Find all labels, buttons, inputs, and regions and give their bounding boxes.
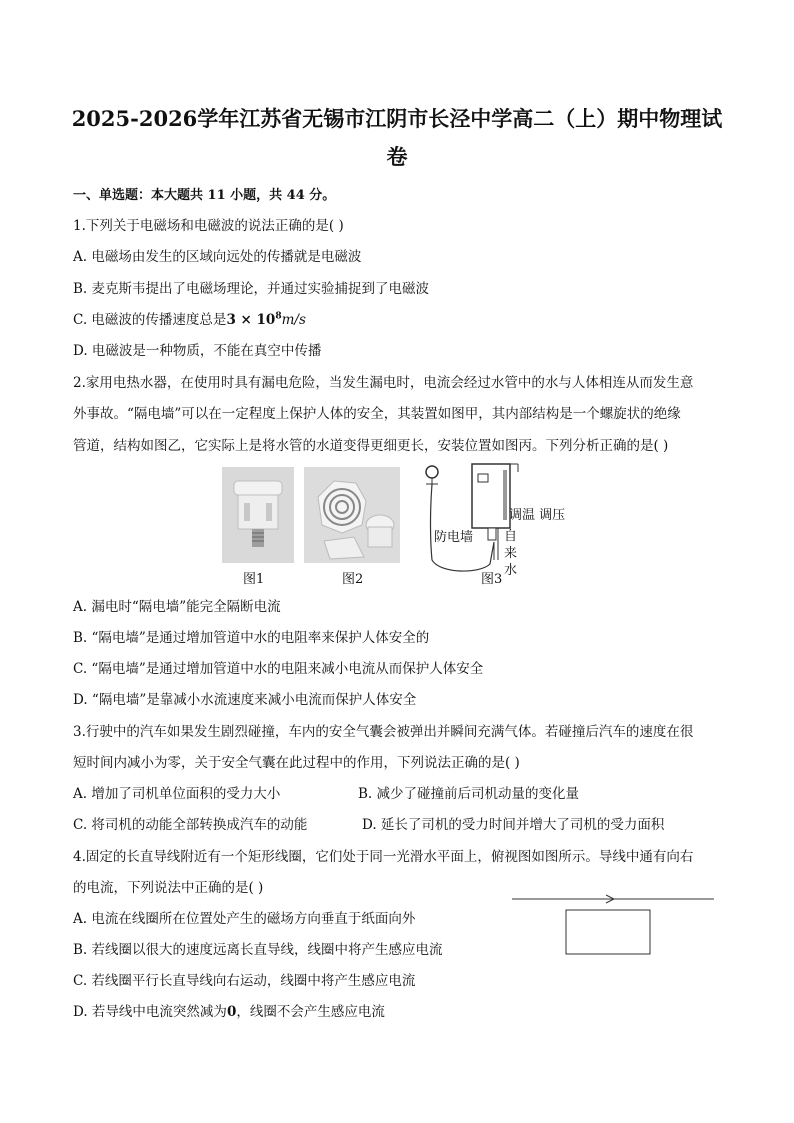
question-2-option-c: C. “隔电墙”是通过增加管道中水的电阻来减小电流从而保护人体安全 <box>73 661 484 677</box>
question-4-option-b: B. 若线圈以很大的速度远离长直导线，线圈中将产生感应电流 <box>73 942 443 958</box>
option-c-prefix: C. 电磁波的传播速度总是 <box>73 312 227 328</box>
figure-3-label-wall: 防电墙 <box>434 530 474 545</box>
page-title-continued: 卷 <box>386 144 408 169</box>
question-3-stem-line-2: 短时间内减小为零，关于安全气囊在此过程中的作用，下列说法正确的是( ) <box>73 755 520 771</box>
figure-1-photo <box>222 467 294 563</box>
section-header: 一、单选题：本大题共 11 小题，共 44 分。 <box>73 188 336 203</box>
figure-3-label-adjust: 调温 调压 <box>509 508 566 523</box>
figure-3-caption: 图3 <box>481 572 503 587</box>
zero-value: 0 <box>226 1004 237 1020</box>
question-1-stem: 1.下列关于电磁场和电磁波的说法正确的是( ) <box>73 218 344 234</box>
wire-and-loop-figure <box>508 890 718 960</box>
figure-3-label-water-1: 自 <box>504 529 518 544</box>
question-4-option-d <box>73 1002 385 1022</box>
figure-3-label-water-2: 来 <box>504 546 518 561</box>
speed-value: $3 \times 10^8$ <box>226 311 282 328</box>
question-4-stem-line-2: 的电流，下列说法中正确的是( ) <box>73 880 264 896</box>
question-4-option-a: A. 电流在线圈所在位置处产生的磁场方向垂直于纸面向外 <box>73 911 416 927</box>
question-2-option-b: B. “隔电墙”是通过增加管道中水的电阻率来保护人体安全的 <box>73 630 430 646</box>
question-3-option-b: B. 减少了碰撞前后司机动量的变化量 <box>358 786 580 802</box>
figure-2-photo <box>304 467 400 563</box>
option-d-suffix: ，线圈不会产生感应电流 <box>236 1004 385 1020</box>
page-title: 2025-2026学年江苏省无锡市江阴市长泾中学高二（上）期中物理试 <box>71 106 723 131</box>
figure-1-caption: 图1 <box>243 572 265 587</box>
question-3-option-d: D. 延长了司机的受力时间并增大了司机的受力面积 <box>362 817 665 833</box>
figure-2-caption: 图2 <box>342 572 364 587</box>
question-2-option-a: A. 漏电时“隔电墙”能完全隔断电流 <box>73 599 281 615</box>
question-1-option-c <box>73 310 306 330</box>
option-d-prefix: D. 若导线中电流突然减为 <box>73 1004 227 1020</box>
question-4-option-c: C. 若线圈平行长直导线向右运动，线圈中将产生感应电流 <box>73 973 416 989</box>
question-4-stem-line-1: 4.固定的长直导线附近有一个矩形线圈，它们处于同一光滑水平面上，俯视图如图所示。导线中通有向右 <box>73 849 694 865</box>
question-3-stem-line-1: 3.行驶中的汽车如果发生剧烈碰撞，车内的安全气囊会被弹出并瞬间充满气体。若碰撞后汽车的速度在很 <box>73 724 694 740</box>
question-1-option-d: D. 电磁波是一种物质，不能在真空中传播 <box>73 343 322 359</box>
speed-unit: m/s <box>281 312 306 328</box>
question-2-stem-line-1: 2.家用电热水器，在使用时具有漏电危险，当发生漏电时，电流会经过水管中的水与人体相连从而发生意 <box>73 375 694 391</box>
question-3-option-c: C. 将司机的动能全部转换成汽车的动能 <box>73 817 308 833</box>
question-1-option-a: A. 电磁场由发生的区域向远处的传播就是电磁波 <box>73 249 362 265</box>
question-2-option-d: D. “隔电墙”是靠减小水流速度来减小电流而保护人体安全 <box>73 692 417 708</box>
question-1-option-b: B. 麦克斯韦提出了电磁场理论，并通过实验捕捉到了电磁波 <box>73 281 430 297</box>
question-2-stem-line-3: 管道，结构如图乙，它实际上是将水管的水道变得更细更长，安装位置如图丙。下列分析正确的是( ) <box>73 438 669 454</box>
figure-3-label-water-3: 水 <box>504 563 518 578</box>
question-3-option-a: A. 增加了司机单位面积的受力大小 <box>73 786 281 802</box>
question-2-stem-line-2: 外事故。“隔电墙”可以在一定程度上保护人体的安全，其装置如图甲，其内部结构是一个螺旋状的绝缘 <box>73 406 681 422</box>
